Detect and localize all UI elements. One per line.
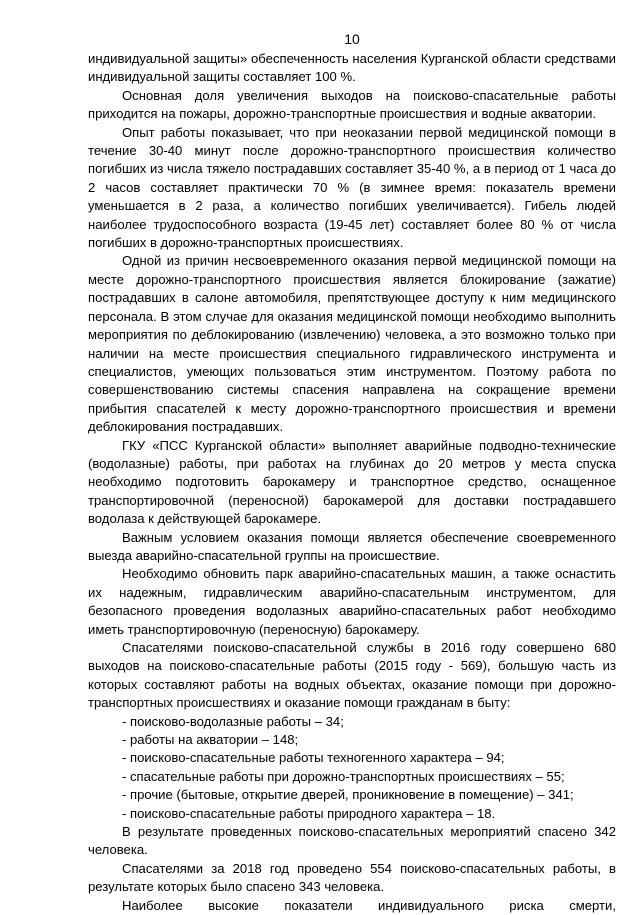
list-item: - поисково-водолазные работы – 34; bbox=[122, 713, 344, 729]
page-number: 10 bbox=[344, 31, 360, 47]
paragraph-2018-statistics: Спасателями за 2018 год проведено 554 поисково-спасательных работы, в результате которых было спасено 343 человека. bbox=[88, 860, 616, 895]
paragraph-deblocking: Одной из причин несвоевременного оказания первой медицинской помощи на месте дорожно-транспортного происшествия является блокирование (зажатие) пострадавших в салоне автомобиля, препятствующее доступу к ним медицинского персонала. В этом случае для оказания медицинской помощи необходимо выполнить мероприятия по деблокированию (извлечению) человека, а это возможно только при наличии на месте происшествия специального гидравлического инструмента и специалистов, умеющих пользоваться этим инструментом. Поэтому работа по совершенствованию системы спасения направлена на сокращение времени прибытия спасателей к месту дорожно-транспортного происшествия и времени деблокирования пострадавших. bbox=[88, 253, 616, 435]
list-item: - работы на акватории – 148; bbox=[122, 732, 299, 748]
list-item: - прочие (бытовые, открытие дверей, проникновение в помещение) – 341; bbox=[122, 787, 574, 803]
document-body bbox=[88, 50, 616, 915]
list-item: - поисково-спасательные работы природного характера – 18. bbox=[122, 805, 496, 821]
paragraph-first-aid-experience: Опыт работы показывает, что при неоказании первой медицинской помощи в течение 30-40 минут после дорожно-транспортного происшествия количество погибших из числа тяжело пострадавших составляет 35-40 %, а в период от 1 часа до 2 часов составляет практически 70 % (в зимнее время: показатель времени уменьшается в 2 раза, а количество погибших увеличивается). Гибель людей наиболее трудоспособного возраста (19-45 лет) составляет более 80 % от числа погибших в дорожно-транспортных происшествиях. bbox=[88, 124, 616, 251]
rescue-works-list bbox=[88, 713, 616, 823]
paragraph-fleet-update: Необходимо обновить парк аварийно-спасательных машин, а также оснастить их надежным, гидравлическим аварийно-спасательным инструментом, для безопасного проведения водолазных аварийно-спасательных работ необходимо иметь транспортировочную (переносную) барокамеру. bbox=[88, 566, 616, 637]
list-item: - спасательные работы при дорожно-транспортных происшествиях – 55; bbox=[122, 768, 565, 784]
paragraph-2016-statistics: Спасателями поисково-спасательной службы в 2016 году совершено 680 выходов на поисково-спасательные работы (2015 году - 569), большую часть из которых составляют работы на водных объектах, оказание помощи при дорожно-транспортных происшествиях и оказание помощи гражданам в быту: bbox=[88, 640, 616, 711]
paragraph-risk-indicators: Наиболее высокие показатели индивидуального риска смерти, bbox=[122, 897, 616, 913]
paragraph-rescued-result: В результате проведенных поисково-спасательных мероприятий спасено 342 человека. bbox=[88, 824, 616, 858]
document-page bbox=[88, 30, 616, 915]
paragraph-rescue-share: Основная доля увеличения выходов на поисково-спасательные работы приходится на пожары, дорожно-транспортные происшествия и водные акватории. bbox=[88, 87, 616, 122]
paragraph-diving-works: ГКУ «ПСС Курганской области» выполняет аварийные подводно-технические (водолазные) работы, при работах на глубинах до 20 метров у места спуска необходимо подготовить барокамеру и транспортное средство, оснащенное транспортировочной (переносной) барокамерой для доставки пострадавшего водолаза к действующей барокамере. bbox=[88, 437, 616, 527]
paragraph-timely-departure: Важным условием оказания помощи является обеспечение своевременного выезда аварийно-спасательной группы на происшествие. bbox=[88, 529, 616, 563]
paragraph-continuation: индивидуальной защиты» обеспеченность населения Курганской области средствами индивидуальной защиты составляет 100 %. bbox=[88, 51, 616, 85]
list-item: - поисково-спасательные работы техногенного характера – 94; bbox=[122, 750, 505, 766]
